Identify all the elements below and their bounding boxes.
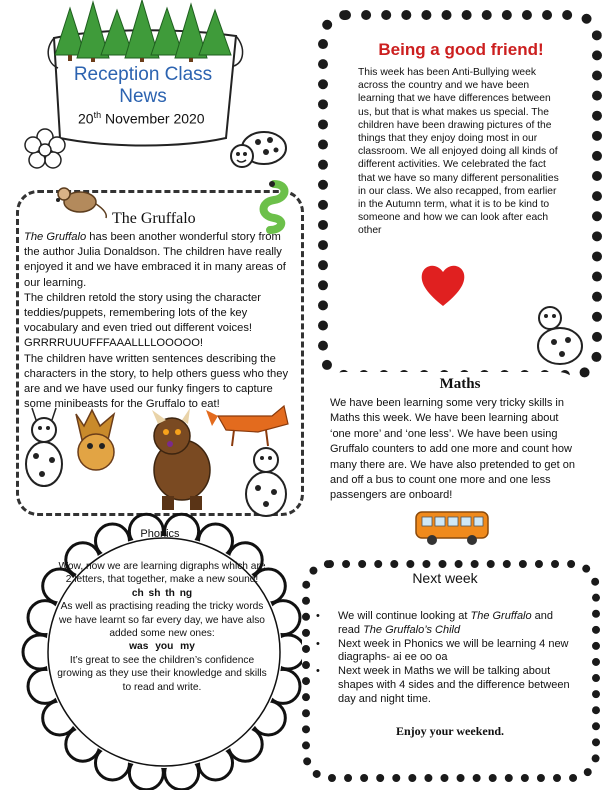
friend-title: Being a good friend! <box>378 40 544 59</box>
mouse-illustration <box>50 176 112 220</box>
ladybird-doodle-maths <box>526 300 590 370</box>
next-week-list <box>316 610 578 707</box>
next-week-item: • Next week in Maths we will be talking about shapes with 4 sides and the difference between day and night time. <box>316 665 570 705</box>
signoff: Enjoy your weekend. <box>395 724 505 738</box>
book-title: The Gruffalo <box>470 610 532 622</box>
gruffalo-character <box>152 408 210 510</box>
date-day: 20 <box>78 110 94 127</box>
gruffalo-paragraph-2: The children retold the story using the character teddies/puppets, remembering lots of the key vocabulary and even tried out different voices! GRRRRUUUFFFAAALLLLOOOOO! <box>24 291 261 350</box>
date-suffix: th <box>93 110 102 120</box>
newsletter-date <box>78 110 238 127</box>
bus-illustration <box>414 508 492 548</box>
header-title <box>62 64 224 108</box>
phonics-intro: Wow, now we are learning digraphs which are 2 letters, that together, make a new sound! <box>58 561 266 586</box>
maths-text: We have been learning some very tricky skills in Maths this week. We have been learning about ‘one more’ and ‘one less’. We have been using Gruffalo counters to add one more and count how many there are. We have also pretended to get on and off a bus to count one more and one less passengers are onboard! <box>330 397 576 502</box>
bug-doodle-left <box>26 408 62 486</box>
gruffalo-paragraph-1-text: has been another wonderful story from the author Julia Donaldson. The children have really enjoyed it and we have embraced it in many areas of our learning. <box>24 231 286 289</box>
gruffalo-paragraph-1 <box>24 230 296 291</box>
ladybird-doodle <box>228 118 292 178</box>
book-title: The Gruffalo’s Child <box>363 623 461 636</box>
fox-character <box>206 406 288 446</box>
phonics-digraphs: ch sh th ng <box>131 587 193 599</box>
phonics-content <box>56 560 268 694</box>
next-week-item: • We will continue looking at The Gruffalo and read The Gruffalo’s Child <box>316 610 554 636</box>
maths-title: Maths <box>439 376 481 392</box>
heart-icon <box>418 262 468 308</box>
snake-illustration <box>252 178 296 234</box>
pine-trees-illustration <box>45 0 240 62</box>
bullet-icon: • <box>316 665 320 678</box>
gruffalo-paragraph-3: The children have written sentences describing the characters in the story, to help others guess who they are and we have used our funky fingers to capture some minibeasts for the Gruffalo to eat! <box>24 352 289 411</box>
friend-text: This week has been Anti-Bullying week across the country and we have been learning that we have differences between us, but that is what makes us special. The children have been drawing pictures of the things that they enjoy doing most in our classroom. We all enjoyed doing all kinds of different activities. We celebrated the fact that we have so many different personalities in our class. We also recapped, from earlier in the Autumn term, what it is to be kind to someone and how we can look after each other <box>358 67 559 237</box>
phonics-confidence: It’s great to see the children’s confidence growing as they use their knowledge and skills to read and write. <box>57 654 267 693</box>
gruffalo-title: The Gruffalo <box>112 210 196 227</box>
next-week-title: Next week <box>412 570 478 586</box>
bug-doodle-right <box>246 448 286 516</box>
next-week-item: • Next week in Phonics we will be learning 4 new diagraphs- ai ee oo oa <box>316 637 569 664</box>
gruffalo-body <box>24 230 296 412</box>
header-title-line2: News <box>119 86 167 107</box>
flower-doodle <box>20 125 70 175</box>
owl-doodle <box>76 410 114 470</box>
gruffalo-characters-illustration <box>22 400 298 520</box>
phonics-title: Phonics <box>140 528 180 540</box>
header-title-line1: Reception Class <box>73 64 213 85</box>
bullet-icon: • <box>316 610 320 622</box>
phonics-tricky-words: was you my <box>129 641 195 653</box>
bullet-icon: • <box>316 637 320 650</box>
date-month-year: November 2020 <box>104 110 205 127</box>
gruffalo-book-title: The Gruffalo <box>24 231 87 243</box>
phonics-tricky-words-intro: As well as practising reading the tricky words we have learnt so far every day, we have also added some new ones: <box>59 601 265 640</box>
